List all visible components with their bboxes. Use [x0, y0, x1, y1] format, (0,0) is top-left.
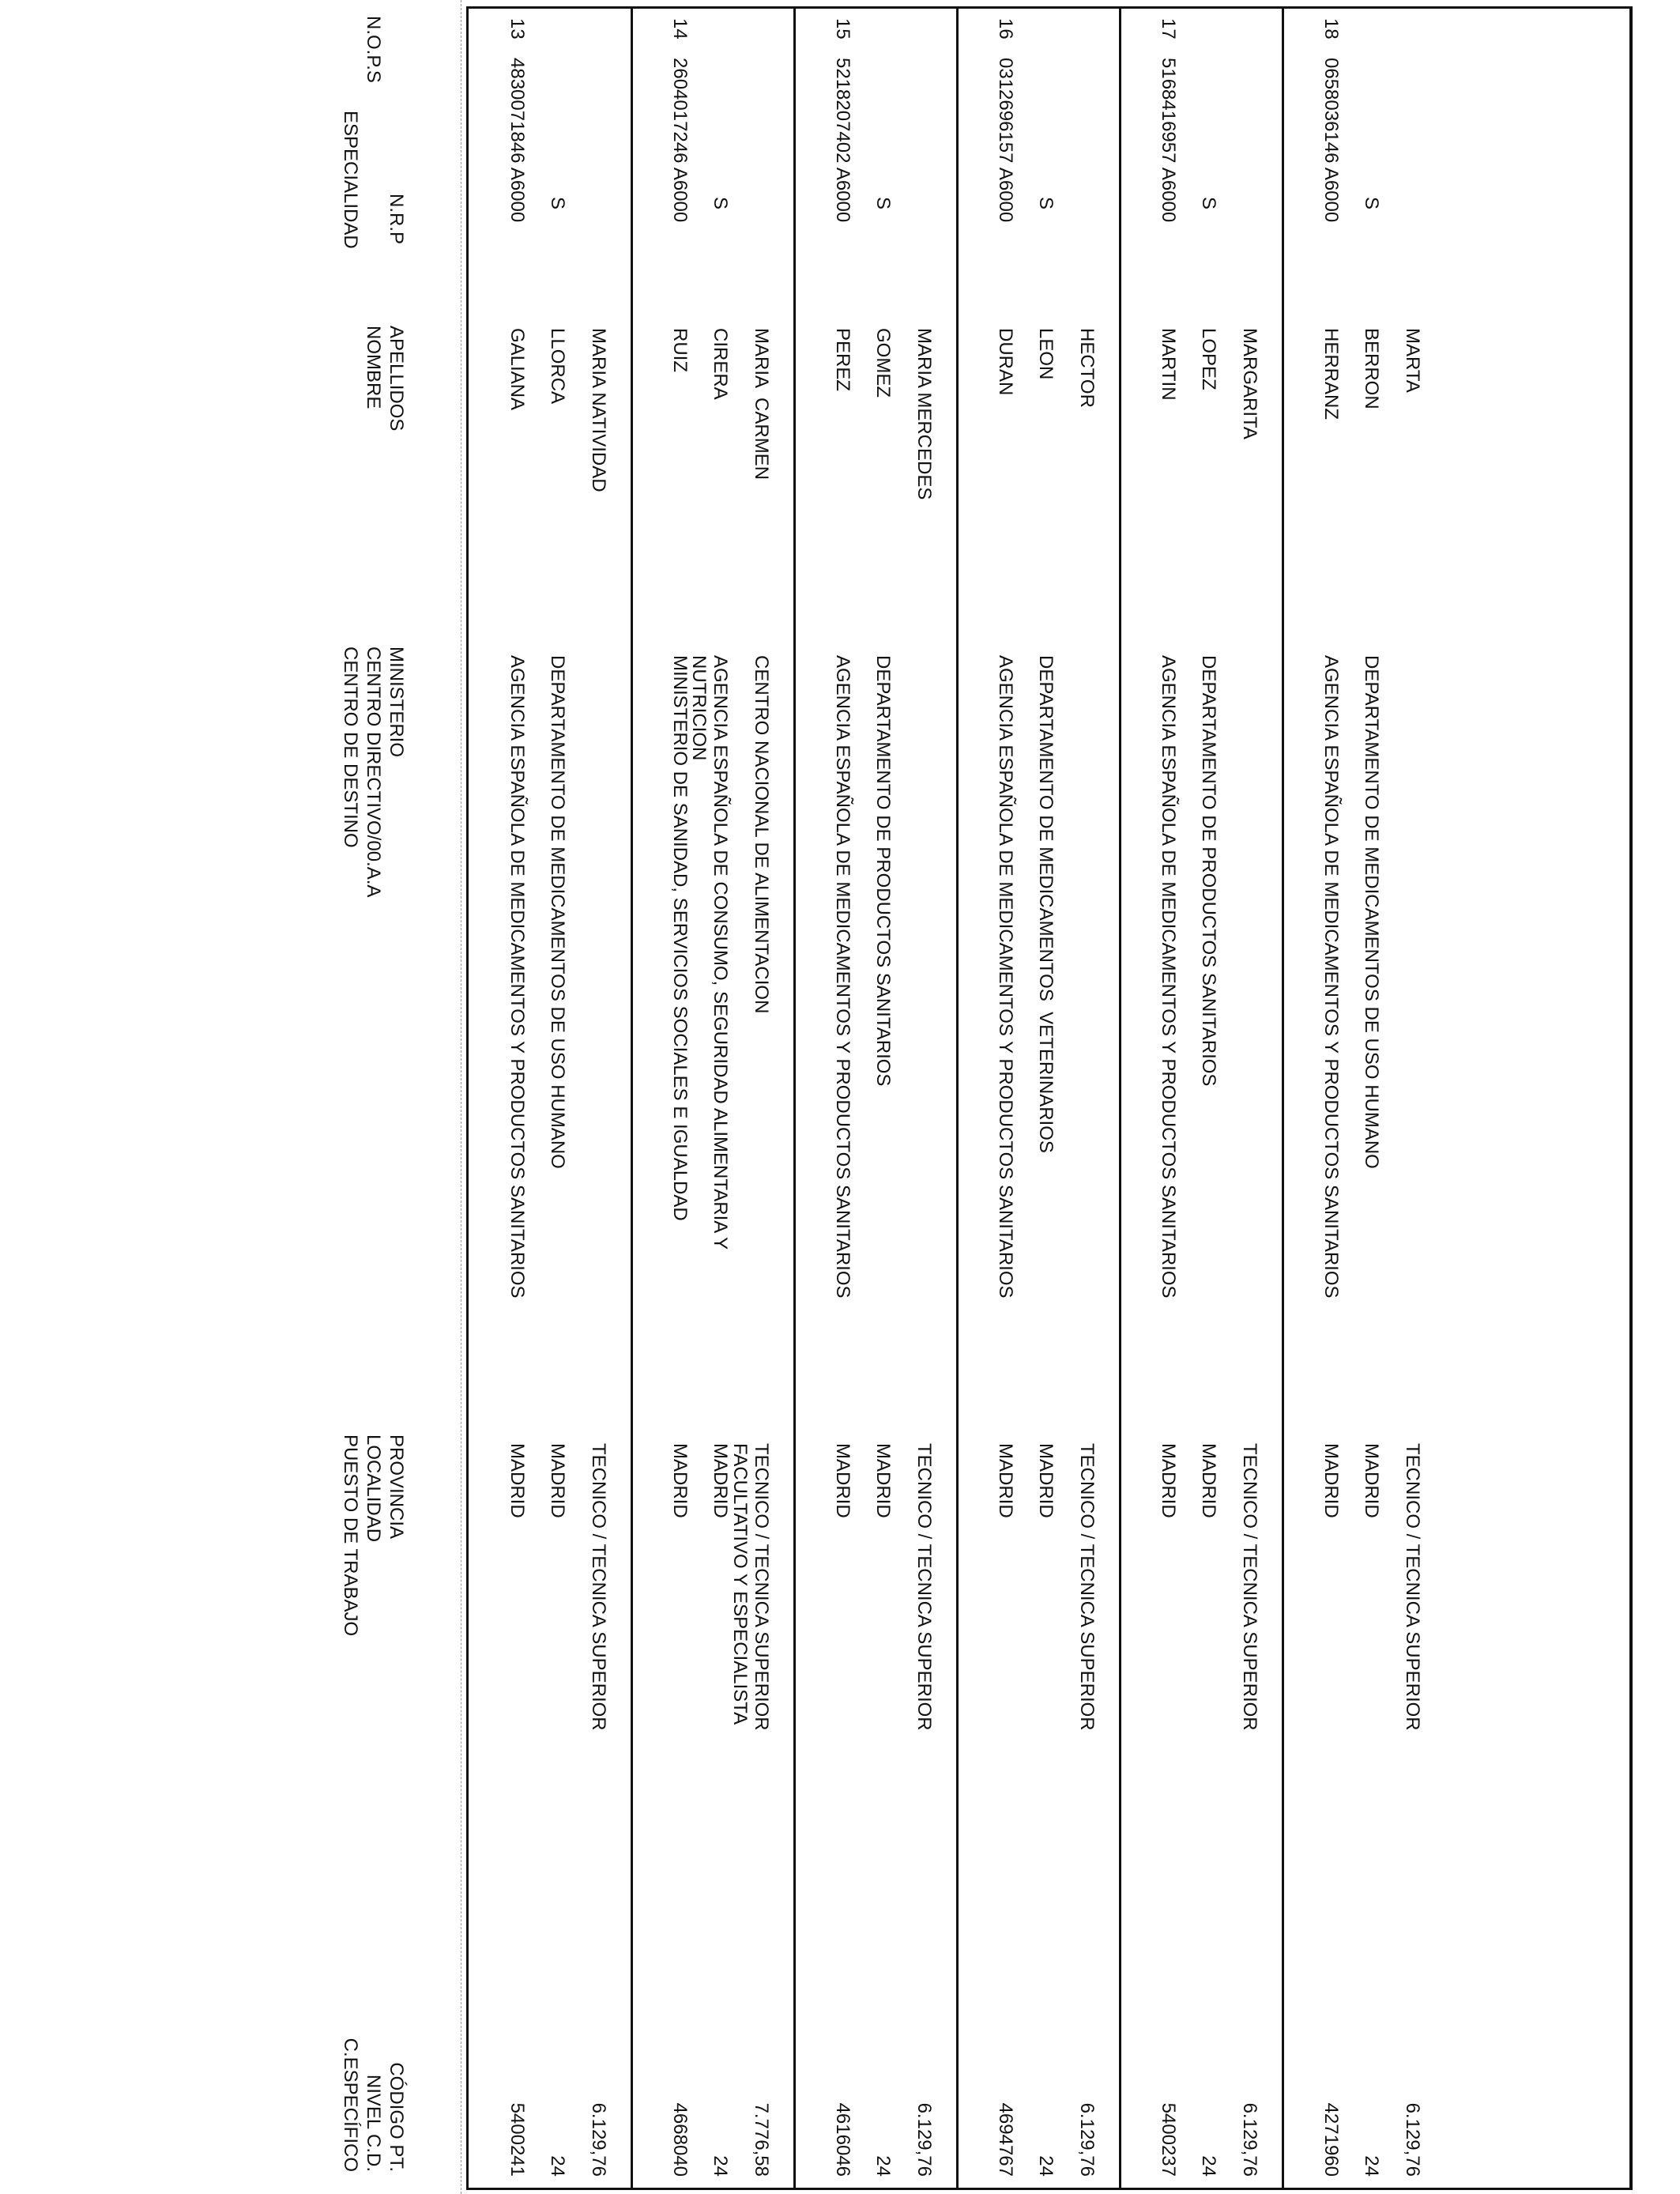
- row-apellido1: HERRANZ: [1320, 328, 1342, 420]
- staff-table: [466, 6, 1633, 2190]
- row-puesto: TECNICO / TECNICA SUPERIOR: [1239, 1443, 1260, 1731]
- row-localidad: MADRID: [710, 1443, 731, 1518]
- row-nombre: MARIA NATIVIDAD: [588, 328, 609, 492]
- header-location-column: [339, 1434, 408, 1636]
- row-provincia: MADRID: [995, 1443, 1016, 1518]
- row-especialidad: S: [1361, 197, 1382, 210]
- row-codigo: 4694767: [995, 2102, 1016, 2177]
- row-nivel: 24: [872, 2155, 894, 2177]
- row-codigo: 5400237: [1158, 2102, 1179, 2177]
- row-provincia: MADRID: [832, 1443, 853, 1518]
- row-nivel: 24: [710, 2155, 731, 2177]
- row-provincia: MADRID: [1158, 1443, 1179, 1518]
- row-puesto: TECNICO / TECNICA SUPERIOR: [913, 1443, 935, 1731]
- row-nops: 13: [507, 18, 528, 40]
- row-codigo: 4271960: [1320, 2102, 1342, 2177]
- row-codigo: 5400241: [507, 2102, 528, 2177]
- row-especifico: 6.129,76: [1239, 2102, 1260, 2177]
- row-nrp: 5218207402 A6000: [832, 58, 853, 223]
- header-nrp: N.R.P: [386, 194, 407, 245]
- row-ministerio: MINISTERIO DE SANIDAD, SERVICIOS SOCIALES E IGUALDAD: [669, 655, 691, 1221]
- row-especifico: 6.129,76: [1076, 2102, 1098, 2177]
- row-nops: 16: [995, 18, 1016, 40]
- table-row: [956, 9, 1119, 2188]
- row-apellido1: MARTIN: [1158, 328, 1179, 401]
- table-row: [468, 9, 631, 2188]
- row-nombre: MARTA: [1402, 328, 1423, 393]
- row-localidad: MADRID: [1198, 1443, 1219, 1518]
- row-nivel: 24: [1198, 2155, 1219, 2177]
- row-centro-directivo: DEPARTAMENTO DE PRODUCTOS SANITARIOS: [872, 655, 894, 1087]
- row-centro-directivo: DEPARTAMENTO DE MEDICAMENTOS VETERINARIOS: [1035, 655, 1057, 1153]
- row-especifico: 6.129,76: [1402, 2102, 1423, 2177]
- row-puesto: TECNICO / TECNICA SUPERIOR: [588, 1443, 609, 1731]
- row-apellido2: GOMEZ: [872, 328, 894, 398]
- row-localidad: MADRID: [1035, 1443, 1057, 1518]
- header-provincia: PROVINCIA: [386, 1434, 407, 1540]
- row-especifico: 6.129,76: [588, 2102, 609, 2177]
- row-centro-directivo: DEPARTAMENTO DE PRODUCTOS SANITARIOS: [1198, 655, 1219, 1087]
- row-apellido2: LEON: [1035, 328, 1057, 380]
- row-apellido1: DURAN: [995, 328, 1016, 396]
- header-organism-column: [339, 647, 408, 897]
- table-row: [631, 9, 793, 2188]
- row-nrp: 5168416957 A6000: [1158, 58, 1179, 223]
- header-localidad: LOCALIDAD: [363, 1434, 384, 1543]
- row-puesto: TECNICO / TECNICA SUPERIOR: [1402, 1443, 1423, 1731]
- row-nrp: 4830071846 A6000: [507, 58, 528, 223]
- row-ministerio: AGENCIA ESPAÑOLA DE MEDICAMENTOS Y PRODUCTOS SANITARIOS: [507, 655, 528, 1299]
- row-nops: 17: [1158, 18, 1179, 40]
- row-especialidad: S: [1198, 197, 1219, 210]
- row-codigo: 4616046: [832, 2102, 853, 2177]
- header-names-column: [362, 326, 408, 431]
- row-apellido1: GALIANA: [507, 328, 528, 411]
- row-ministerio: AGENCIA ESPAÑOLA DE MEDICAMENTOS Y PRODUCTOS SANITARIOS: [995, 655, 1016, 1299]
- row-especialidad: S: [1035, 197, 1057, 210]
- header-apellidos: APELLIDOS: [386, 326, 407, 432]
- row-puesto: TECNICO / TECNICA SUPERIOR FACULTATIVO Y ESPECIALISTA: [729, 1443, 772, 1731]
- row-localidad: MADRID: [872, 1443, 894, 1518]
- row-especialidad: S: [872, 197, 894, 210]
- header-nops-column: [362, 16, 408, 83]
- row-especialidad: S: [547, 197, 568, 210]
- row-provincia: MADRID: [669, 1443, 691, 1518]
- header-centro-directivo: CENTRO DIRECTIVO/00.A.A: [363, 647, 384, 898]
- row-nombre: MARIA MERCEDES: [913, 328, 935, 500]
- table-row: [1119, 9, 1282, 2188]
- header-ministerio: MINISTERIO: [386, 647, 407, 758]
- header-codigo: CÓDIGO PT.: [386, 2062, 407, 2172]
- row-apellido2: LOPEZ: [1198, 328, 1219, 390]
- row-nivel: 24: [1035, 2155, 1057, 2177]
- row-ministerio: AGENCIA ESPAÑOLA DE MEDICAMENTOS Y PRODUCTOS SANITARIOS: [832, 655, 853, 1299]
- row-nrp: 0658036146 A6000: [1320, 58, 1342, 223]
- row-apellido2: CIRERA: [710, 328, 731, 400]
- row-apellido1: PEREZ: [832, 328, 853, 392]
- header-nops: N.O.P.S: [363, 16, 384, 83]
- row-especialidad: S: [710, 197, 731, 210]
- row-nivel: 24: [1361, 2155, 1382, 2177]
- row-centro-destino: CENTRO NACIONAL DE ALIMENTACION: [751, 655, 772, 1014]
- row-centro-directivo: AGENCIA ESPAÑOLA DE CONSUMO, SEGURIDAD ALIMENTARIA Y NUTRICION: [688, 655, 731, 1250]
- header-centro-destino: CENTRO DE DESTINO: [340, 647, 361, 848]
- row-localidad: MADRID: [547, 1443, 568, 1518]
- row-nivel: 24: [547, 2155, 568, 2177]
- row-nrp: 0312696157 A6000: [995, 58, 1016, 223]
- row-apellido2: BERRON: [1361, 328, 1382, 409]
- row-especifico: 7.776,58: [751, 2102, 772, 2177]
- row-codigo: 4668040: [669, 2102, 691, 2177]
- row-puesto: TECNICO / TECNICA SUPERIOR: [1076, 1443, 1098, 1731]
- table-row: [793, 9, 956, 2188]
- row-ministerio: AGENCIA ESPAÑOLA DE MEDICAMENTOS Y PRODUCTOS SANITARIOS: [1158, 655, 1179, 1299]
- header-nivel: NIVEL C.D.: [363, 2074, 384, 2172]
- row-nombre: MARGARITA: [1239, 328, 1260, 439]
- row-centro-directivo: DEPARTAMENTO DE MEDICAMENTOS DE USO HUMANO: [1361, 655, 1382, 1169]
- row-centro-directivo: DEPARTAMENTO DE MEDICAMENTOS DE USO HUMANO: [547, 655, 568, 1169]
- row-nops: 15: [832, 18, 853, 40]
- row-apellido1: RUIZ: [669, 328, 691, 372]
- row-nombre: HECTOR: [1076, 328, 1098, 408]
- row-nops: 14: [669, 18, 691, 40]
- row-nombre: MARIA CARMEN: [751, 328, 772, 481]
- header-especialidad-column: [339, 111, 408, 249]
- row-ministerio: AGENCIA ESPAÑOLA DE MEDICAMENTOS Y PRODUCTOS SANITARIOS: [1320, 655, 1342, 1299]
- header-nombre: NOMBRE: [363, 326, 384, 409]
- row-provincia: MADRID: [507, 1443, 528, 1518]
- header-especifico: C.ESPECÍFICO: [340, 2038, 361, 2172]
- row-apellido2: LLORCA: [547, 328, 568, 405]
- header-code-column: [339, 2014, 408, 2172]
- table-row: [1282, 9, 1445, 2188]
- row-nrp: 2604017246 A6000: [669, 58, 691, 223]
- header-puesto: PUESTO DE TRABAJO: [340, 1434, 361, 1637]
- row-provincia: MADRID: [1320, 1443, 1342, 1518]
- row-especifico: 6.129,76: [913, 2102, 935, 2177]
- row-nops: 18: [1320, 18, 1342, 40]
- header-especialidad: ESPECIALIDAD: [340, 111, 361, 249]
- row-localidad: MADRID: [1361, 1443, 1382, 1518]
